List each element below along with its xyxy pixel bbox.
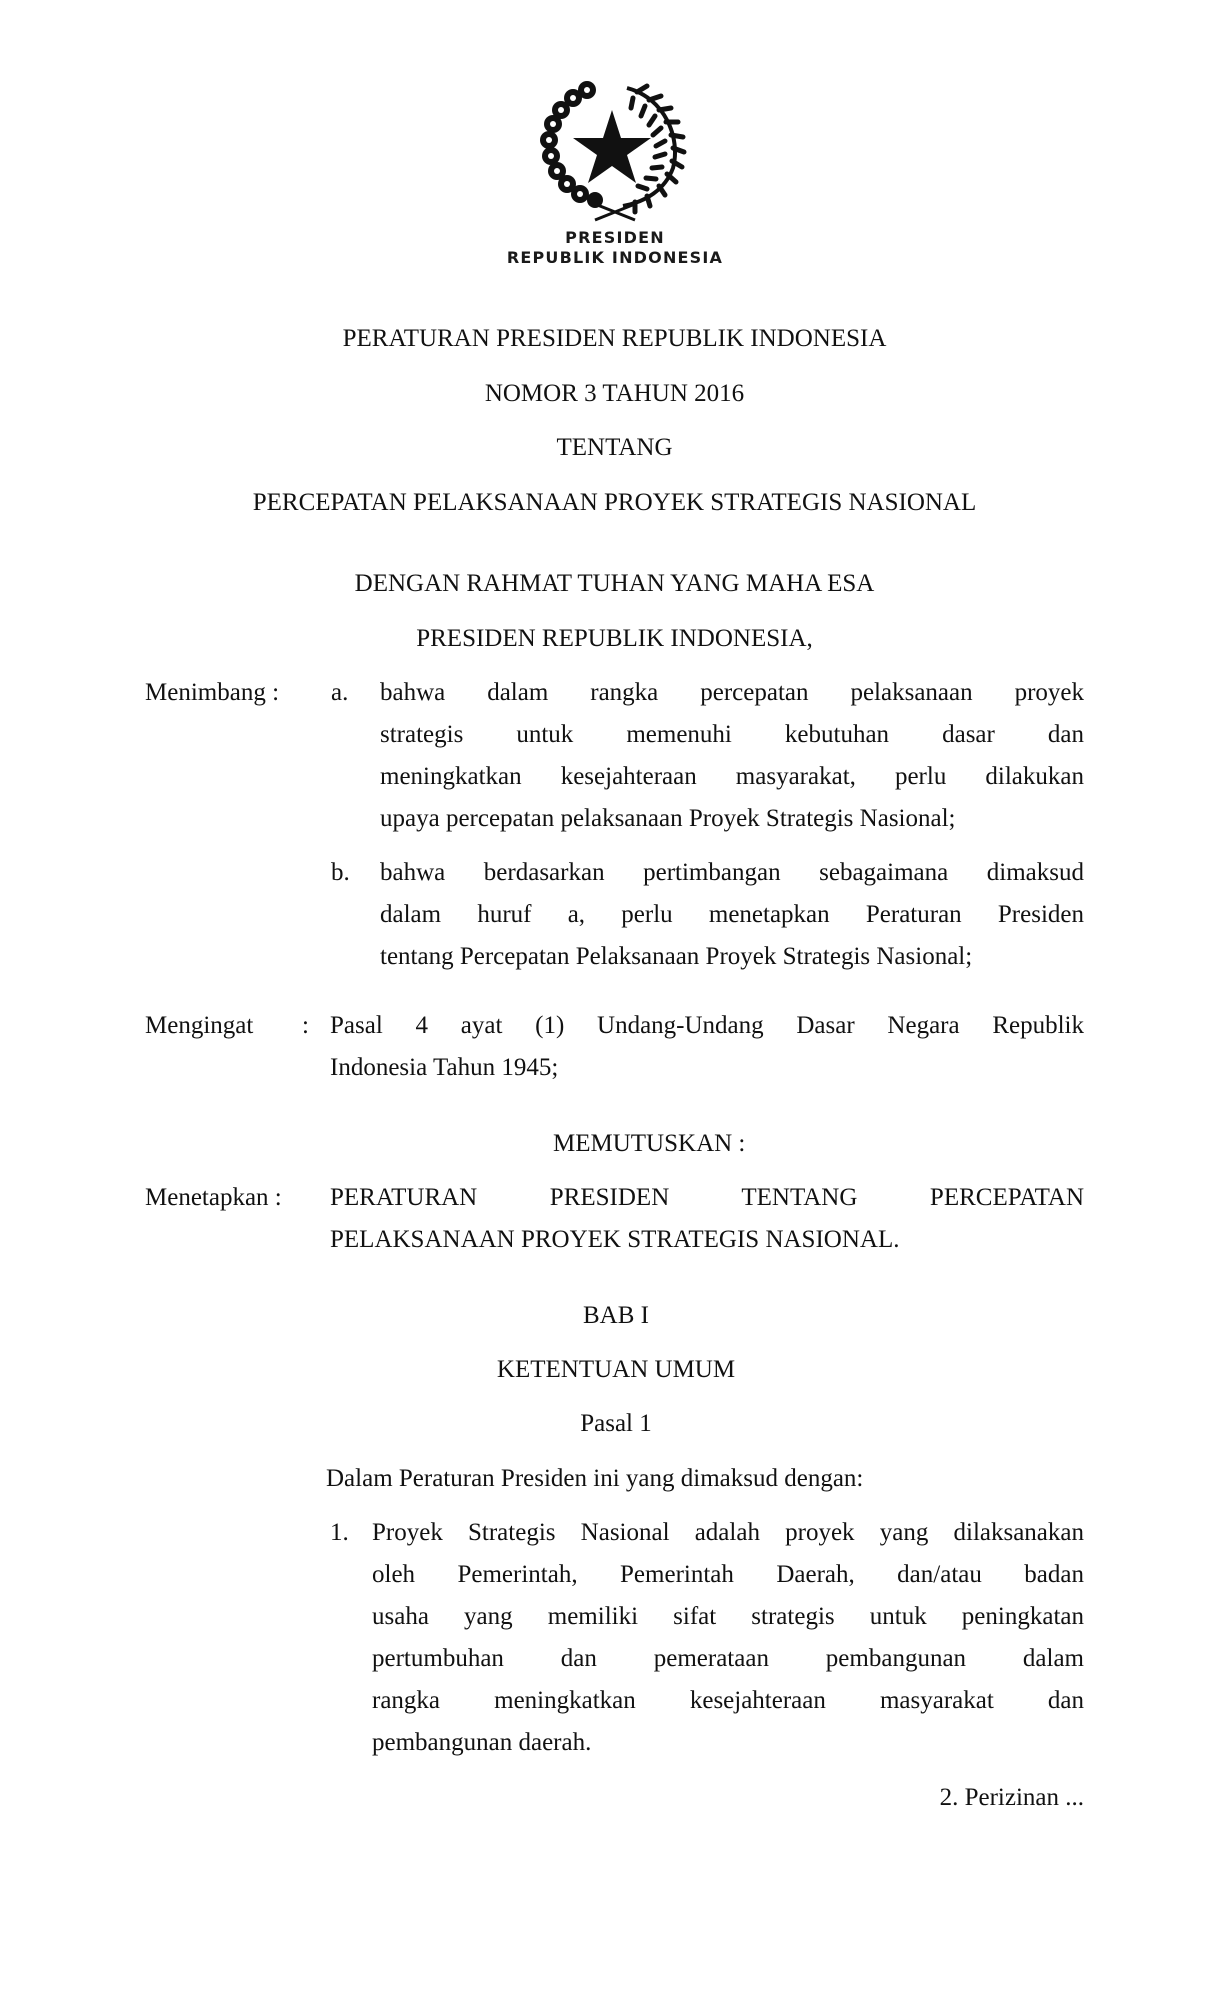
mengingat-line-1: Pasal 4 ayat (1) Undang-Undang Dasar Negara Republik [330,1012,1084,1039]
definition-1-line-1: Proyek Strategis Nasional adalah proyek yang dilaksanakan [372,1519,1084,1546]
preamble-line-1: DENGAN RAHMAT TUHAN YANG MAHA ESA [354,570,875,597]
chapter-number: BAB I [583,1302,649,1329]
definition-1-line-4: pertumbuhan dan pemerataan pembangunan dalam [372,1645,1084,1672]
page-continuation: 2. Perizinan ... [939,1784,1084,1811]
menimbang-item-a-marker: a. [331,679,349,706]
menimbang-item-a-line-3: meningkatkan kesejahteraan masyarakat, perlu dilakukan [380,763,1084,790]
definition-1-line-5: rangka meningkatkan kesejahteraan masyarakat dan [372,1687,1084,1714]
definition-1-marker: 1. [330,1519,349,1546]
menetapkan-line-1: PERATURAN PRESIDEN TENTANG PERCEPATAN [330,1184,1084,1211]
emblem-caption-line2: REPUBLIK INDONESIA [506,248,724,267]
menimbang-item-b-line-2: dalam huruf a, perlu menetapkan Peraturan Presiden [380,901,1084,928]
chapter-title: KETENTUAN UMUM [496,1356,736,1383]
menimbang-item-b-line-1: bahwa berdasarkan pertimbangan sebagaimana dimaksud [380,859,1084,886]
document-title: PERATURAN PRESIDEN REPUBLIK INDONESIA [342,325,887,352]
mengingat-label: Mengingat [145,1012,254,1039]
menimbang-item-a-line-2: strategis untuk memenuhi kebutuhan dasar dan [380,721,1084,748]
menimbang-label: Menimbang : [145,679,280,706]
definition-1-line-6: pembangunan daerah. [372,1729,592,1756]
menetapkan-label: Menetapkan : [145,1184,282,1211]
menimbang-item-b-marker: b. [331,859,350,886]
document-about-label: TENTANG [556,434,673,461]
article-intro: Dalam Peraturan Presiden ini yang dimaksud dengan: [326,1465,864,1492]
menimbang-item-a-line-1: bahwa dalam rangka percepatan pelaksanaan proyek [380,679,1084,706]
menetapkan-line-2: PELAKSANAAN PROYEK STRATEGIS NASIONAL. [330,1226,900,1253]
menimbang-item-b-line-3: tentang Percepatan Pelaksanaan Proyek Strategis Nasional; [380,943,973,970]
emblem-caption [495,228,735,268]
document-number: NOMOR 3 TAHUN 2016 [484,380,745,407]
preamble-line-2: PRESIDEN REPUBLIK INDONESIA, [416,625,813,652]
article-heading: Pasal 1 [580,1410,652,1437]
menimbang-item-a-line-4: upaya percepatan pelaksanaan Proyek Strategis Nasional; [380,805,956,832]
definition-1-line-3: usaha yang memiliki sifat strategis untuk peningkatan [372,1603,1084,1630]
document-subject: PERCEPATAN PELAKSANAAN PROYEK STRATEGIS NASIONAL [252,489,977,516]
definition-1-line-2: oleh Pemerintah, Pemerintah Daerah, dan/atau badan [372,1561,1084,1588]
mengingat-colon: : [302,1012,309,1039]
emblem-caption-line1: PRESIDEN [565,228,665,247]
memutuskan-heading: MEMUTUSKAN : [553,1130,746,1157]
mengingat-line-2: Indonesia Tahun 1945; [330,1054,559,1081]
